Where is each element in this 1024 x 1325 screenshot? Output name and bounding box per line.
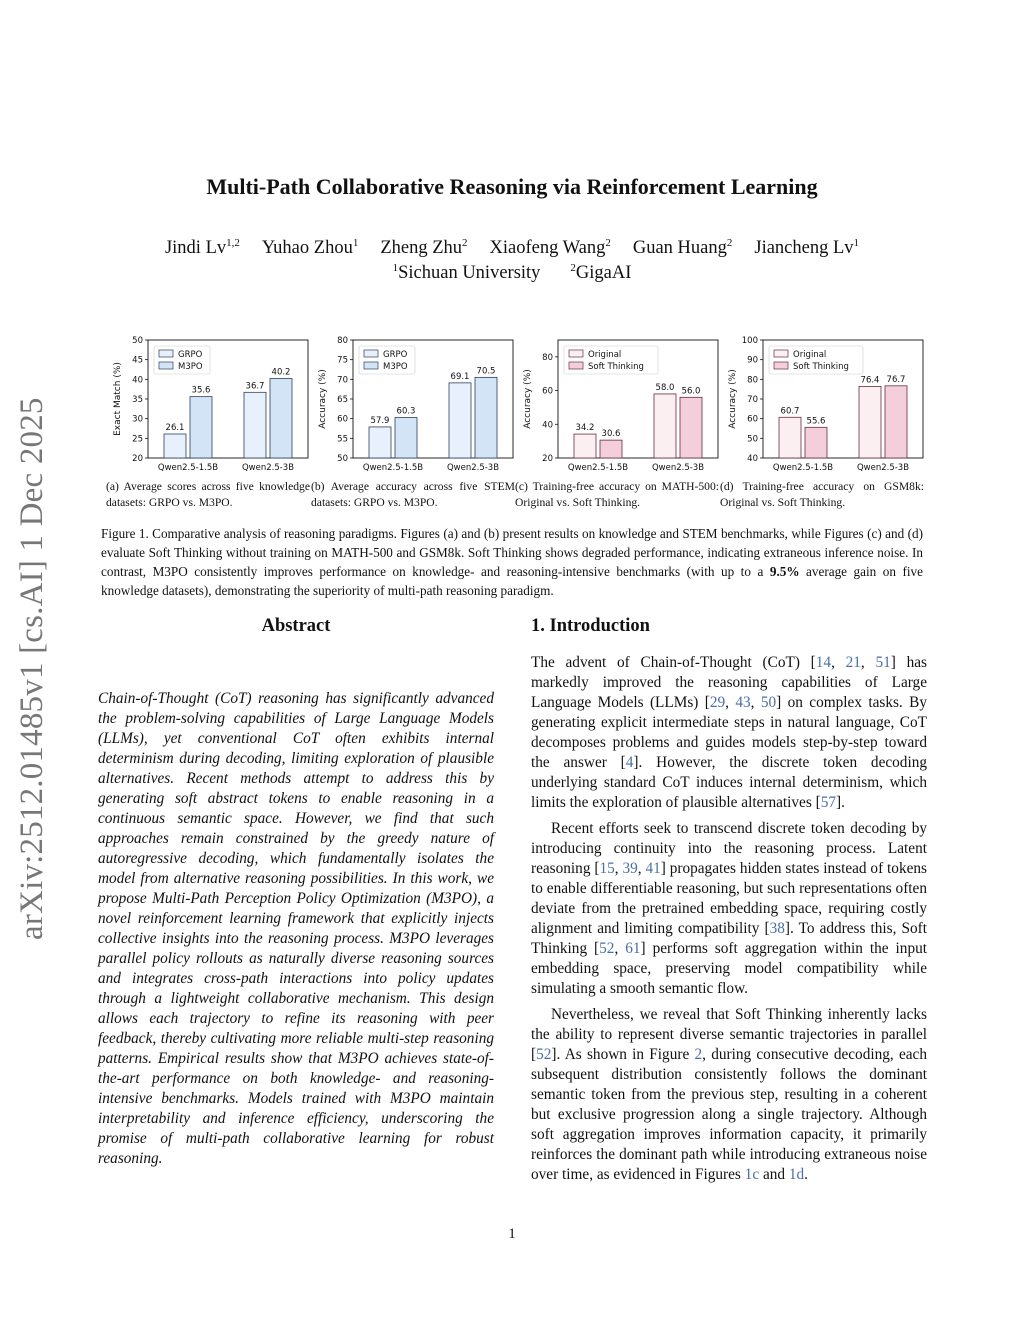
y-tick-label: 50 [132, 336, 143, 346]
citation-link[interactable]: 52 [599, 940, 615, 957]
author-affil-marker: 1 [853, 236, 860, 249]
y-tick-label: 60 [542, 386, 553, 397]
y-tick-label: 40 [132, 375, 143, 386]
bar-value-label: 60.3 [396, 406, 416, 417]
bar-soft-thinking [600, 440, 622, 458]
bar-grpo [164, 434, 186, 458]
citation-link[interactable]: 43 [735, 694, 751, 711]
legend-swatch [569, 350, 583, 357]
bar-value-label: 55.6 [806, 416, 826, 427]
y-tick-label: 20 [132, 454, 143, 464]
y-axis-label: Accuracy (%) [728, 369, 738, 429]
y-tick-label: 100 [741, 336, 758, 346]
y-axis-label: Accuracy (%) [523, 369, 533, 429]
citation-link[interactable]: 14 [815, 654, 832, 671]
citation-link[interactable]: 39 [622, 860, 638, 877]
chart-c [518, 330, 728, 480]
bar-value-label: 76.4 [860, 375, 880, 386]
y-tick-label: 40 [542, 420, 553, 431]
y-tick-label: 75 [337, 355, 348, 366]
y-tick-label: 55 [337, 434, 348, 445]
y-tick-label: 50 [747, 434, 758, 445]
legend-swatch [774, 350, 788, 357]
x-tick-label: Qwen2.5-1.5B [157, 463, 219, 473]
legend-label: GRPO [383, 350, 408, 360]
bar-value-label: 57.9 [370, 415, 390, 426]
x-tick-label: Qwen2.5-3B [856, 463, 910, 473]
affiliation [393, 263, 541, 283]
author-affil-marker: 1 [352, 236, 359, 249]
y-tick-label: 70 [337, 375, 348, 386]
bar-grpo [244, 392, 266, 458]
y-tick-label: 65 [337, 395, 348, 405]
legend-swatch [159, 350, 173, 357]
bar-original [859, 386, 881, 458]
bar-soft-thinking [805, 427, 827, 458]
legend-label: Original [793, 350, 827, 360]
y-tick-label: 25 [132, 434, 143, 445]
bar-value-label: 26.1 [165, 423, 185, 434]
y-tick-label: 40 [747, 454, 758, 464]
legend-swatch [569, 362, 583, 369]
bar-value-label: 60.7 [780, 406, 800, 417]
author-affil-marker: 2 [726, 236, 733, 249]
x-tick-label: Qwen2.5-1.5B [362, 463, 424, 473]
bar-value-label: 70.5 [476, 366, 496, 377]
x-tick-label: Qwen2.5-3B [241, 463, 295, 473]
citation-link[interactable]: 29 [709, 694, 726, 711]
author-name: Xiaofeng Wang$^2$ [489, 236, 611, 258]
bar-value-label: 58.0 [655, 382, 675, 393]
bar-original [779, 417, 801, 458]
legend-swatch [364, 362, 378, 369]
y-tick-label: 80 [542, 352, 553, 363]
bar-original [574, 434, 596, 458]
author-name: Guan Huang$^2$ [632, 236, 733, 258]
y-tick-label: 60 [747, 414, 758, 425]
legend-label: M3PO [383, 362, 408, 372]
y-tick-label: 70 [747, 395, 758, 405]
bar-m3po [270, 379, 292, 458]
x-tick-label: Qwen2.5-1.5B [772, 463, 834, 473]
subcaption-b: (b) Average accuracy across five STEM datasets: GRPO vs. M3PO. [311, 480, 515, 509]
chart-c-svg [518, 330, 728, 480]
figure-caption-text: Figure 1. Comparative analysis of reasoning paradigms. Figures (a) and (b) present results on knowledge and STEM benchmarks, while Figures (c) and (d) evaluate Soft Thinking without training on MATH-500 and GSM8k. Soft Thinking shows degraded performance, indicating extraneous inference noise. In contrast, M3PO consistently improves performance on knowledge- and reasoning-intensive benchmarks (with up to a [101, 526, 923, 579]
affiliation-marker: 1 [392, 261, 399, 274]
y-tick-label: 45 [132, 355, 143, 366]
citation-link[interactable]: 38 [769, 920, 785, 937]
author-affil-marker: 2 [462, 236, 468, 249]
affiliation-name: Sichuan University [398, 263, 541, 283]
legend-label: GRPO [178, 350, 203, 360]
author-name: Jindi Lv$^{1,2}$ [164, 236, 240, 258]
y-axis-label: Accuracy (%) [318, 369, 328, 429]
figure-caption [101, 524, 923, 600]
subcaption-c: (c) Training-free accuracy on MATH-500: Original vs. Soft Thinking. [515, 480, 719, 509]
affiliation-list [0, 263, 1024, 284]
legend-label: M3PO [178, 362, 203, 372]
chart-b [313, 330, 523, 480]
legend-swatch [774, 362, 788, 369]
abstract-section [98, 616, 494, 1169]
x-tick-label: Qwen2.5-1.5B [567, 463, 629, 473]
citation-link[interactable]: 61 [625, 940, 641, 957]
chart-d-svg [723, 330, 933, 480]
bar-value-label: 35.6 [191, 385, 211, 396]
y-tick-label: 90 [747, 355, 758, 366]
legend-label: Soft Thinking [588, 362, 644, 372]
bar-soft-thinking [885, 386, 907, 458]
introduction-heading: 1. Introduction [531, 616, 650, 636]
y-axis-label: Exact Match (%) [113, 362, 123, 436]
page-number: 1 [508, 1226, 516, 1242]
bar-m3po [475, 377, 497, 458]
citation-link[interactable]: 57 [820, 794, 837, 811]
subcaption-a: (a) Average scores across five knowledge datasets: GRPO vs. M3PO. [106, 480, 310, 509]
y-tick-label: 35 [132, 395, 143, 405]
affiliation-marker: 2 [570, 261, 576, 274]
bar-grpo [449, 383, 471, 458]
bar-grpo [369, 427, 391, 458]
author-affil-marker: 2 [605, 236, 611, 249]
intro-paragraph-3: Nevertheless, we reveal that Soft Thinking inherently lacks the ability to represent diverse semantic trajectories in parallel [52]. As shown in Figure 2, during consecutive decoding, each subsequent distribution consistently follows the dominant semantic token from the previous step, resulting in a coherent but exclusive progression along a single trajectory. Although soft aggregation improves information capacity, it primarily reinforces the dominant path while introducing extraneous noise over time, as evidenced in Figures 1c and 1d. [531, 1006, 927, 1183]
bar-soft-thinking [680, 397, 702, 458]
subcaption-d: (d) Training-free accuracy on GSM8k: Original vs. Soft Thinking. [720, 480, 924, 509]
bar-value-label: 34.2 [575, 423, 595, 434]
bar-value-label: 36.7 [245, 381, 265, 392]
abstract-body: Chain-of-Thought (CoT) reasoning has significantly advanced the problem-solving capabilities of Large Language Models (LLMs), yet conventional CoT often exhibits internal determinism during decoding, limiting exploration of plausible alternatives. Recent methods attempt to address this by generating soft abstract tokens to enable reasoning in a continuous semantic space. However, we find that such approaches remain constrained by the greedy nature of autoregressive decoding, which fundamentally isolates the model from alternative reasoning possibilities. In this work, we propose Multi-Path Perception Policy Optimization (M3PO), a novel reinforcement learning framework that explicitly injects collective insights into the reasoning process. M3PO leverages parallel policy rollouts as naturally diverse reasoning sources and integrates cross-path interactions into policy updates through a lightweight collaborative mechanism. This design allows each trajectory to refine its reasoning with peer feedback, thereby cultivating more reliable multi-step reasoning patterns. Empirical results show that M3PO achieves state-of-the-art performance on both knowledge- and reasoning-intensive benchmarks. Models trained with M3PO maintain interpretability and inference efficiency, underscoring the promise of multi-path collaborative learning for robust reasoning. [98, 690, 494, 1167]
y-tick-label: 60 [337, 414, 348, 425]
citation-link[interactable]: 41 [645, 860, 661, 877]
paper-title: Multi-Path Collaborative Reasoning via Reinforcement Learning [206, 174, 818, 199]
legend-label: Soft Thinking [793, 362, 849, 372]
bar-value-label: 30.6 [601, 429, 621, 440]
affiliation [570, 263, 631, 283]
figure-caption-tail: average gain on five knowledge datasets), demonstrating the superiority of multi-path reasoning paradigm. [101, 564, 923, 598]
bar-original [654, 394, 676, 458]
author-affil-marker: 1,2 [226, 236, 240, 249]
citation-link[interactable]: 1d [788, 1166, 805, 1183]
intro-paragraph-2: Recent efforts seek to transcend discrete token decoding by introducing continuity into the reasoning process. Latent reasoning [15, 39, 41] propagates hidden states instead of tokens to enable differentiable reasoning, but such representations often deviate from the pretrained embedding space, requiring costly alignment and limiting compatibility [38]. To address this, Soft Thinking [52, 61] performs soft aggregation within the input embedding space, preserving model compatibility while simulating a smooth semantic flow. [531, 820, 928, 997]
chart-a [108, 330, 318, 480]
bar-m3po [395, 417, 417, 458]
author-name: Yuhao Zhou$^1$ [261, 236, 359, 258]
figure-caption-bold: 9.5% [769, 564, 800, 579]
author-list [0, 238, 1024, 259]
y-tick-label: 20 [542, 454, 553, 464]
citation-link[interactable]: 50 [760, 694, 777, 711]
author-name: Jiancheng Lv$^1$ [754, 236, 860, 258]
bar-m3po [190, 397, 212, 458]
y-tick-label: 30 [132, 414, 143, 425]
citation-link[interactable]: 51 [875, 654, 891, 671]
chart-a-svg [108, 330, 318, 480]
bar-value-label: 69.1 [450, 371, 470, 382]
chart-b-svg [313, 330, 523, 480]
y-tick-label: 50 [337, 454, 348, 464]
intro-paragraph-1: The advent of Chain-of-Thought (CoT) [14, 21, 51] has markedly improved the reasoning capabilities of Large Language Models (LLMs) [29, 43, 50] on complex tasks. By generating explicit intermediate steps in natural language, CoT decomposes problems and guides models step-by-step toward the answer [4]. However, the discrete token decoding underlying standard CoT induces internal determinism, which limits the exploration of plausible alternatives [57]. [531, 654, 928, 811]
author-name: Zheng Zhu$^2$ [380, 236, 468, 258]
bar-value-label: 56.0 [681, 386, 701, 397]
citation-link[interactable]: 52 [536, 1046, 552, 1063]
chart-d [723, 330, 933, 480]
bar-value-label: 76.7 [886, 374, 906, 385]
citation-link[interactable]: 2 [694, 1046, 703, 1063]
legend-swatch [364, 350, 378, 357]
citation-link[interactable]: 15 [599, 860, 615, 877]
arxiv-stamp: arXiv:2512.01485v1 [cs.AI] 1 Dec 2025 [14, 397, 50, 940]
x-tick-label: Qwen2.5-3B [446, 463, 500, 473]
citation-link[interactable]: 21 [845, 654, 861, 671]
y-tick-label: 80 [337, 336, 348, 346]
affiliation-name: GigaAI [575, 263, 632, 283]
citation-link[interactable]: 1c [744, 1166, 760, 1183]
y-tick-label: 80 [747, 375, 758, 386]
bar-value-label: 40.2 [271, 367, 291, 378]
legend-swatch [159, 362, 173, 369]
legend-label: Original [588, 350, 622, 360]
x-tick-label: Qwen2.5-3B [651, 463, 705, 473]
abstract-heading: Abstract [261, 616, 331, 636]
citation-link[interactable]: 4 [625, 754, 634, 771]
introduction-section [531, 616, 927, 1191]
